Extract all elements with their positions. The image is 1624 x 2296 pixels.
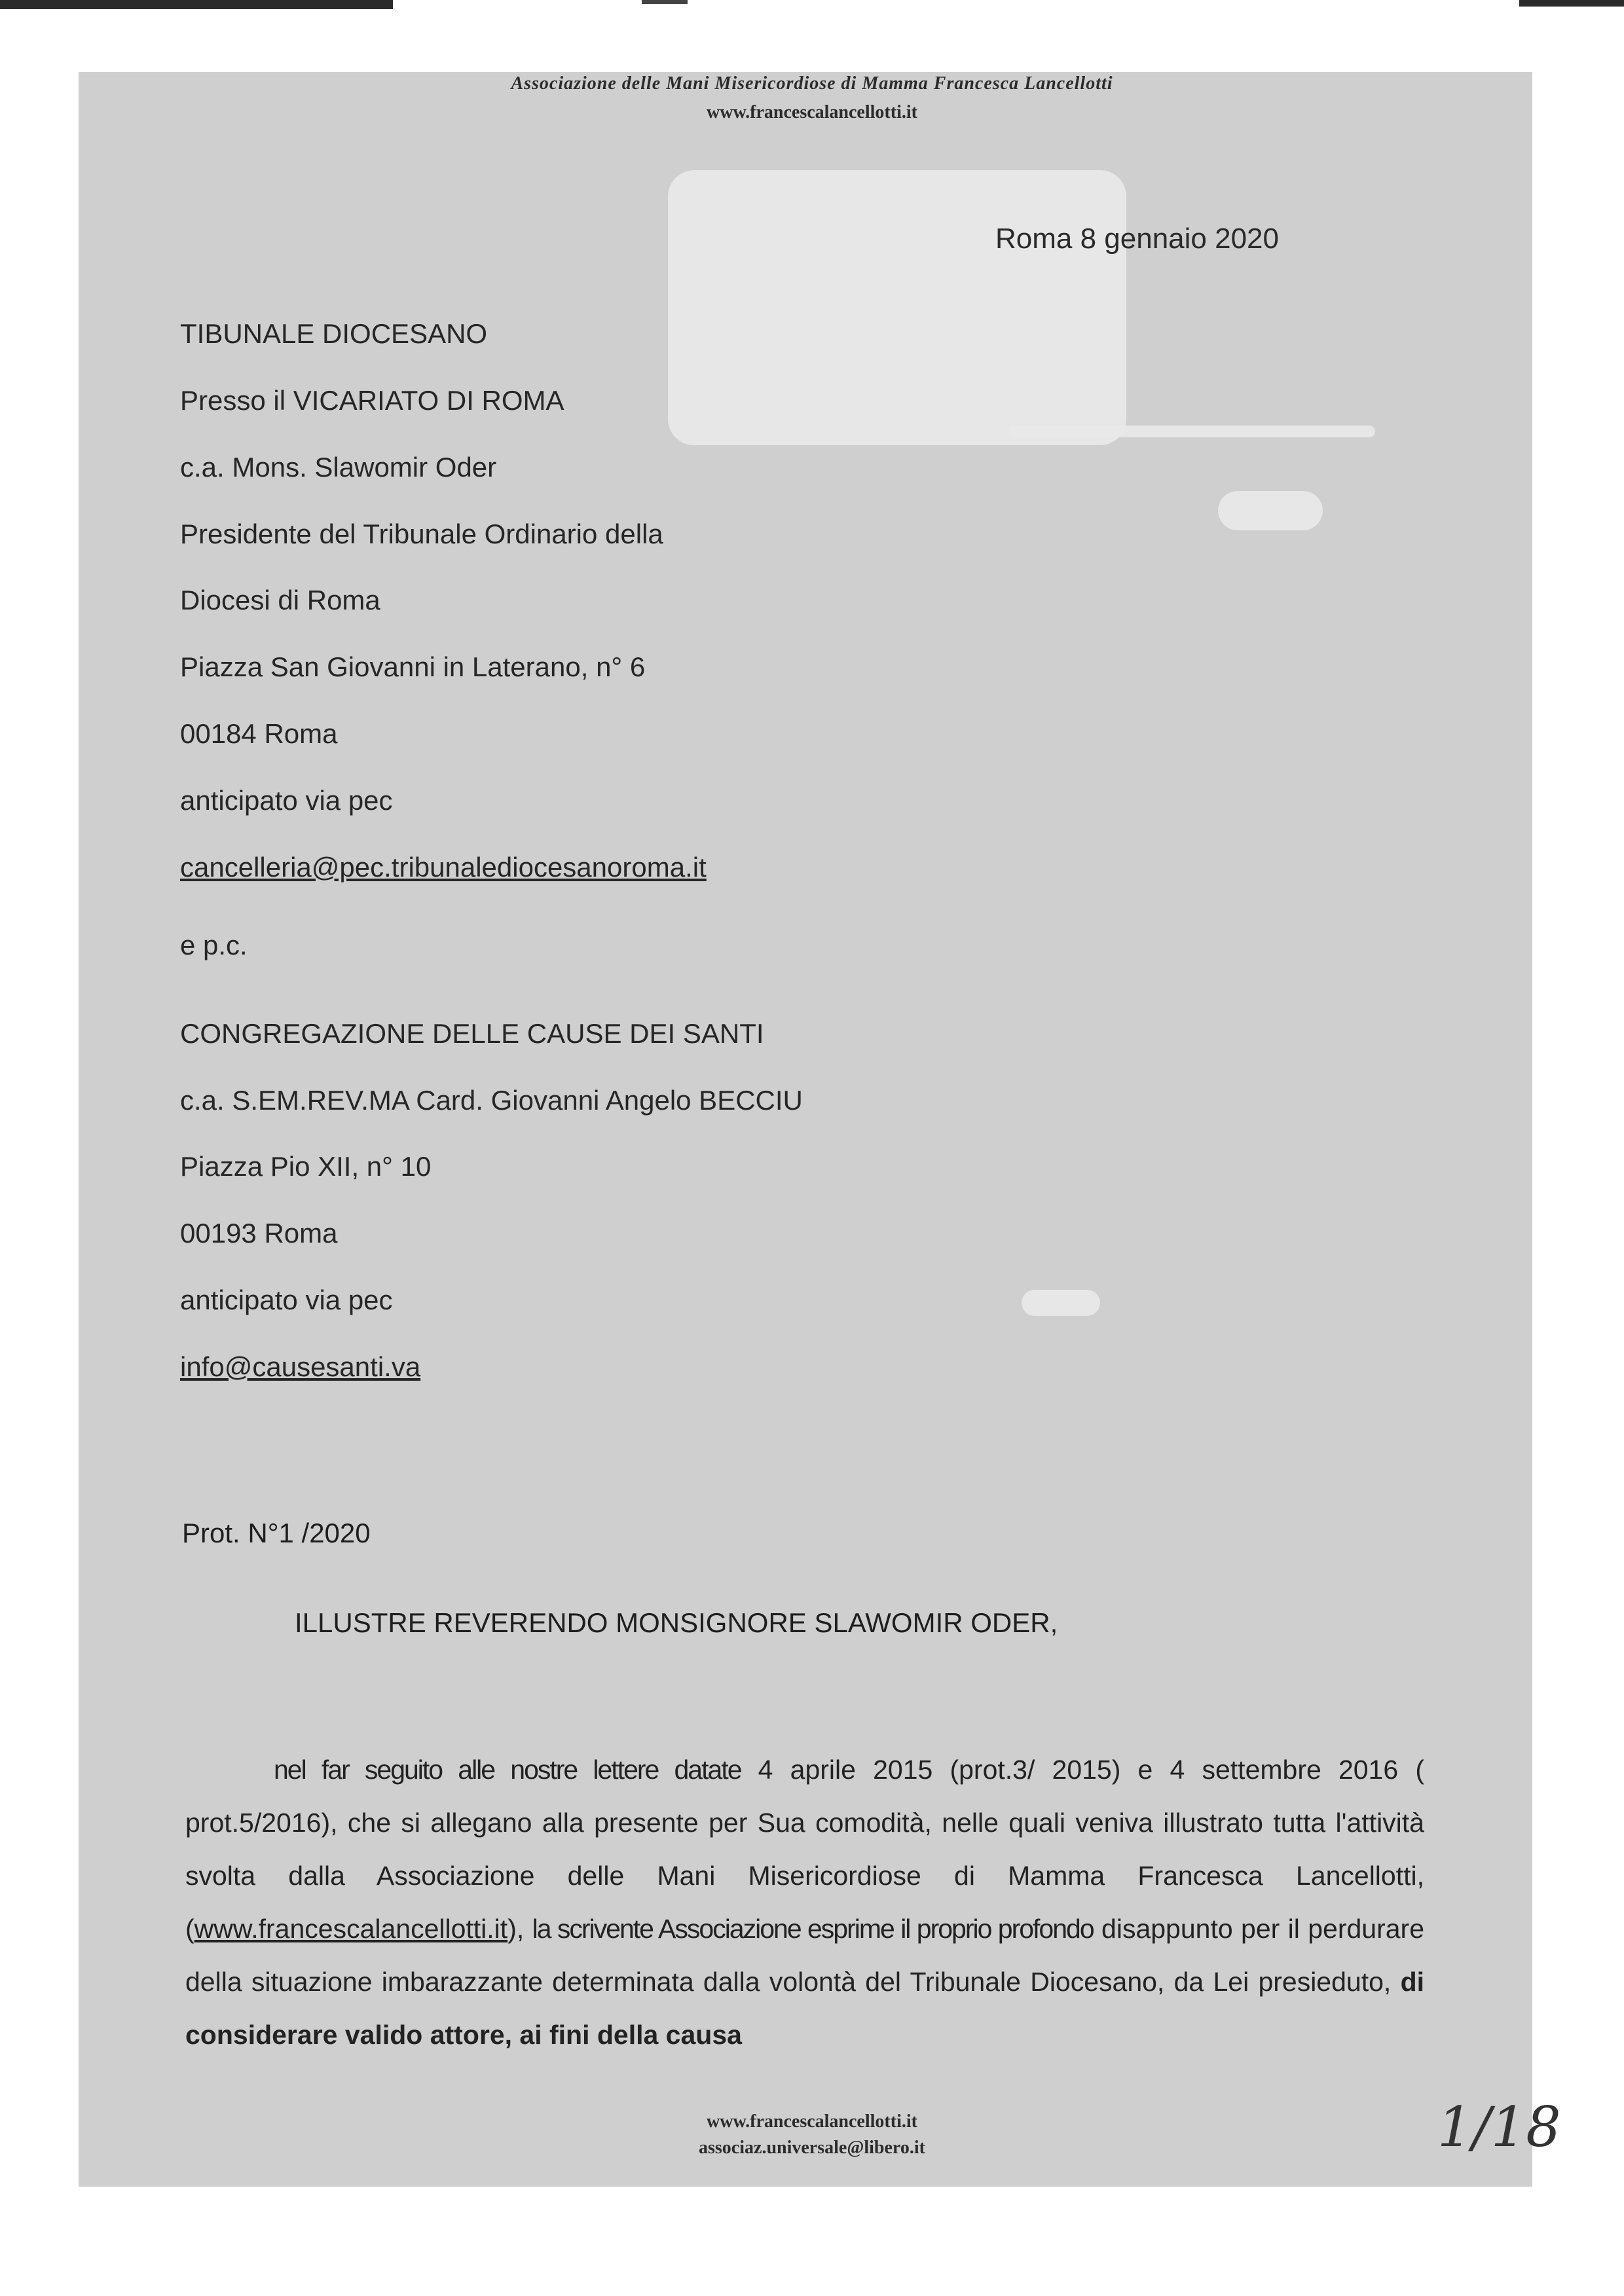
letterhead-association: Associazione delle Mani Misericordiose di Mamma Francesca Lancellotti <box>511 73 1113 94</box>
scan-artifact <box>1218 491 1323 530</box>
protocol-number: Prot. N°1 /2020 <box>182 1518 371 1548</box>
scan-artifact <box>1022 1290 1100 1316</box>
footer-email: associaz.universale@libero.it <box>699 2138 925 2158</box>
recipient-2-line: 00193 Roma <box>180 1218 338 1248</box>
scan-edge-mark <box>0 0 393 9</box>
recipient-2-line: Piazza Pio XII, n° 10 <box>180 1151 432 1182</box>
recipient-1-line: Diocesi di Roma <box>180 585 380 615</box>
body-text-segment: disappunto per il perdurare della situazione imbarazzante determinata dalla volontà del Tribunale Diocesano, da Lei presieduto, <box>185 1914 1425 1997</box>
letter-body <box>185 1743 1424 2062</box>
body-text-segment: la scrivente Associazione esprime il proprio profondo <box>532 1914 1094 1944</box>
scan-artifact <box>1008 426 1375 437</box>
recipient-1-line: Presidente del Tribunale Ordinario della <box>180 519 663 549</box>
body-text-segment: 4 aprile 2015 (prot.3/ 2015) e 4 settembre 2016 ( prot.5/2016), che si allegano alla presente per Sua comodità, nelle quali veniva illustrato tutta l'attività svolta dalla Associazione delle Mani Misericordiose di Mamma Francesca Lancellotti, ( <box>185 1755 1424 1944</box>
recipient-1-line: c.a. Mons. Slawomir Oder <box>180 452 497 483</box>
body-bold-segment: di considerare valido attore, ai fini della causa <box>185 1967 1424 2050</box>
salutation: ILLUSTRE REVERENDO MONSIGNORE SLAWOMIR ODER, <box>295 1607 1058 1638</box>
recipient-2-line: CONGREGAZIONE DELLE CAUSE DEI SANTI <box>180 1018 764 1049</box>
letter-date: Roma 8 gennaio 2020 <box>995 223 1279 255</box>
recipient-1-pec-email[interactable]: cancelleria@pec.tribunalediocesanoroma.it <box>180 852 707 883</box>
scan-artifact <box>668 170 1126 445</box>
scan-edge-mark <box>642 0 688 4</box>
website-link[interactable]: www.francescalancellotti.it <box>194 1914 508 1944</box>
letterhead-website: www.francescalancellotti.it <box>707 102 917 122</box>
recipient-2-line: anticipato via pec <box>180 1285 393 1315</box>
recipient-1-line: anticipato via pec <box>180 785 393 816</box>
recipient-1-line: Piazza San Giovanni in Laterano, n° 6 <box>180 651 646 682</box>
body-text-segment: nel far seguito alle nostre lettere datate <box>274 1755 741 1785</box>
scan-edge-mark <box>1519 0 1624 7</box>
footer-website: www.francescalancellotti.it <box>707 2111 917 2132</box>
recipient-1-line: TIBUNALE DIOCESANO <box>180 318 488 349</box>
recipient-1-line: 00184 Roma <box>180 718 338 749</box>
page-number: 1/18 <box>1437 2095 1561 2159</box>
recipient-2-pec-email[interactable]: info@causesanti.va <box>180 1351 421 1382</box>
body-text-segment: ), <box>507 1914 532 1944</box>
cc-label: e p.c. <box>180 930 248 960</box>
recipient-2-line: c.a. S.EM.REV.MA Card. Giovanni Angelo BECCIU <box>180 1085 803 1116</box>
recipient-1-line: Presso il VICARIATO DI ROMA <box>180 385 564 416</box>
